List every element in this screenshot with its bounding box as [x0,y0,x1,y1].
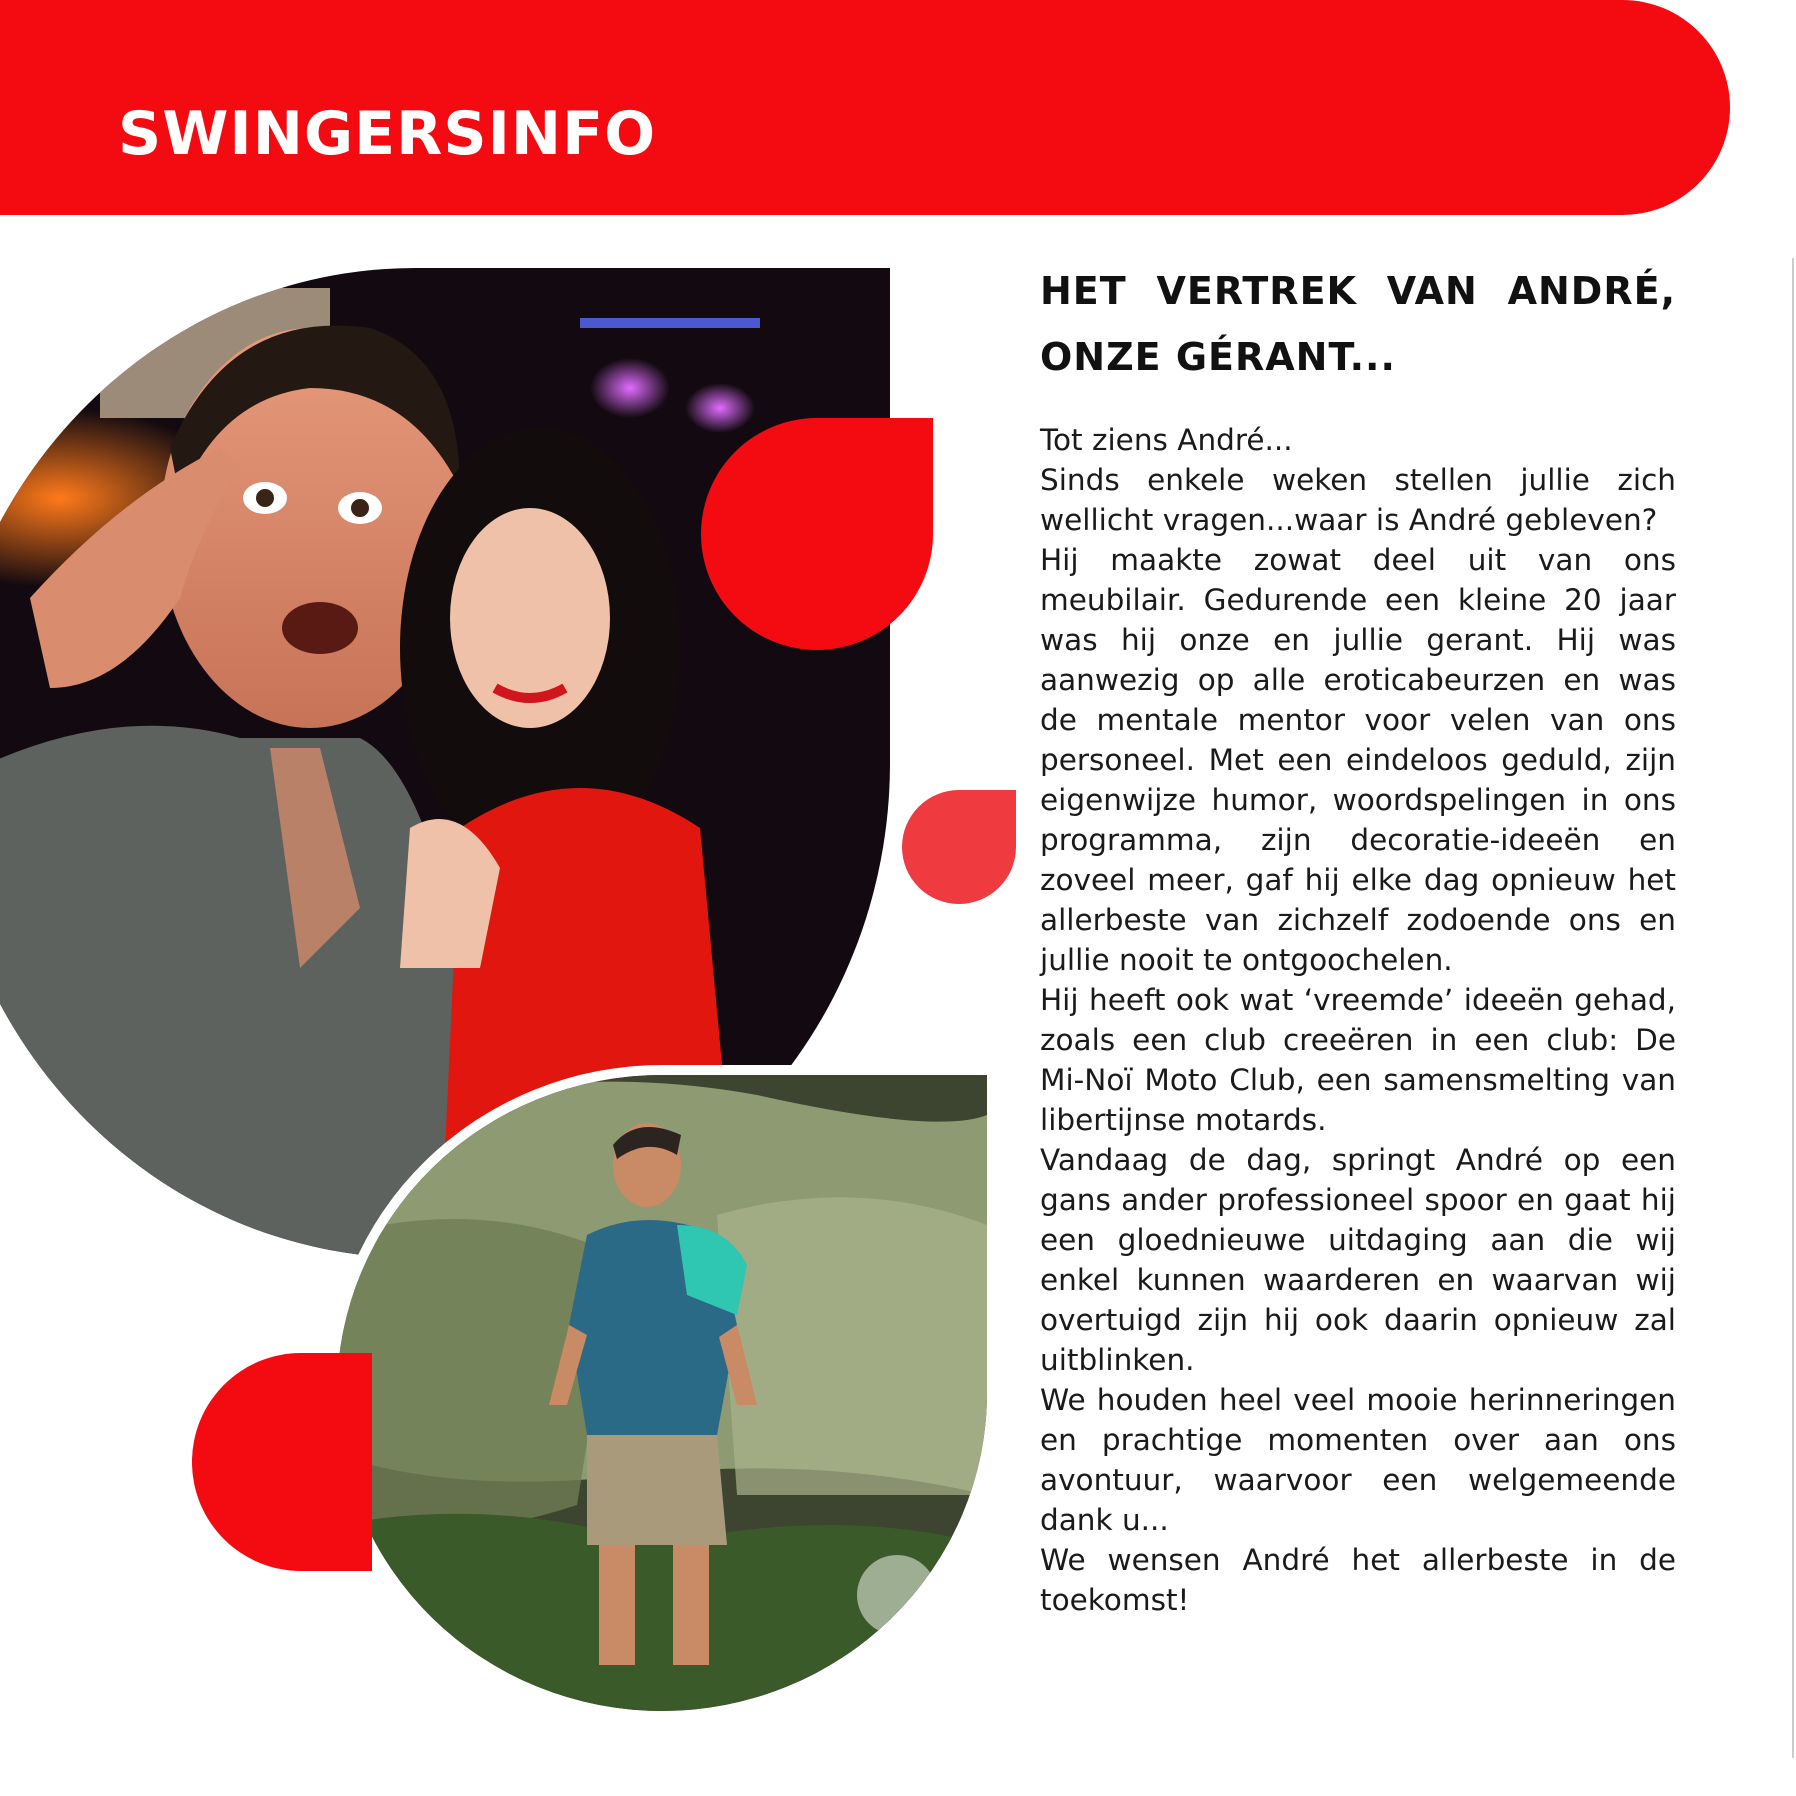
headline-line-1: HET VERTREK VAN ANDRÉ, [1040,269,1676,313]
page-edge-divider [1792,258,1794,1758]
paragraph: We wensen André het allerbeste in de toekomst! [1040,1543,1676,1617]
outdoor-photo-icon [337,1075,987,1711]
paragraph: Hij heeft ook wat ‘vreemde’ ideeën gehad, zoals een club creeëren in een club: De Mi-Noï Moto Club, een samensmelting van libertijnse motards. [1040,983,1676,1137]
outdoor-photo [327,1065,997,1721]
paragraph: We houden heel veel mooie herinneringen en prachtige momenten over aan ons avontuur, waarvoor een welgemeende dank u... [1040,1383,1676,1537]
section-title: SWINGERSINFO [118,99,657,169]
paragraph: Sinds enkele weken stellen jullie zich wellicht vragen...waar is André gebleven? [1040,463,1676,537]
red-drop-decoration [900,790,1016,904]
paragraph: Vandaag de dag, springt André op een gans ander professioneel spoor en gaat hij een gloednieuwe uitdaging aan die wij enkel kunnen waarderen en waarvan wij overtuigd zijn hij ook daarin opnieuw zal uitblinken. [1040,1143,1676,1377]
paragraph: Tot ziens André... [1040,423,1293,457]
red-drop-decoration [192,1353,372,1571]
red-drop-decoration [697,418,933,650]
paragraph: Hij maakte zowat deel uit van ons meubilair. Gedurende een kleine 20 jaar was hij onze en jullie gerant. Hij was aanwezig op alle eroticabeurzen en was de mentale mentor voor velen van ons personeel. Met een eindeloos geduld, zijn eigenwijze humor, woordspelingen in ons programma, zijn decoratie-ideeën en zoveel meer, gaf hij elke dag opnieuw het allerbeste van zichzelf zodoende ons en jullie nooit te ontgoochelen. [1040,543,1676,977]
article-headline [1040,258,1676,390]
article-body [1040,420,1676,1620]
headline-line-2: ONZE GÉRANT... [1040,335,1396,379]
